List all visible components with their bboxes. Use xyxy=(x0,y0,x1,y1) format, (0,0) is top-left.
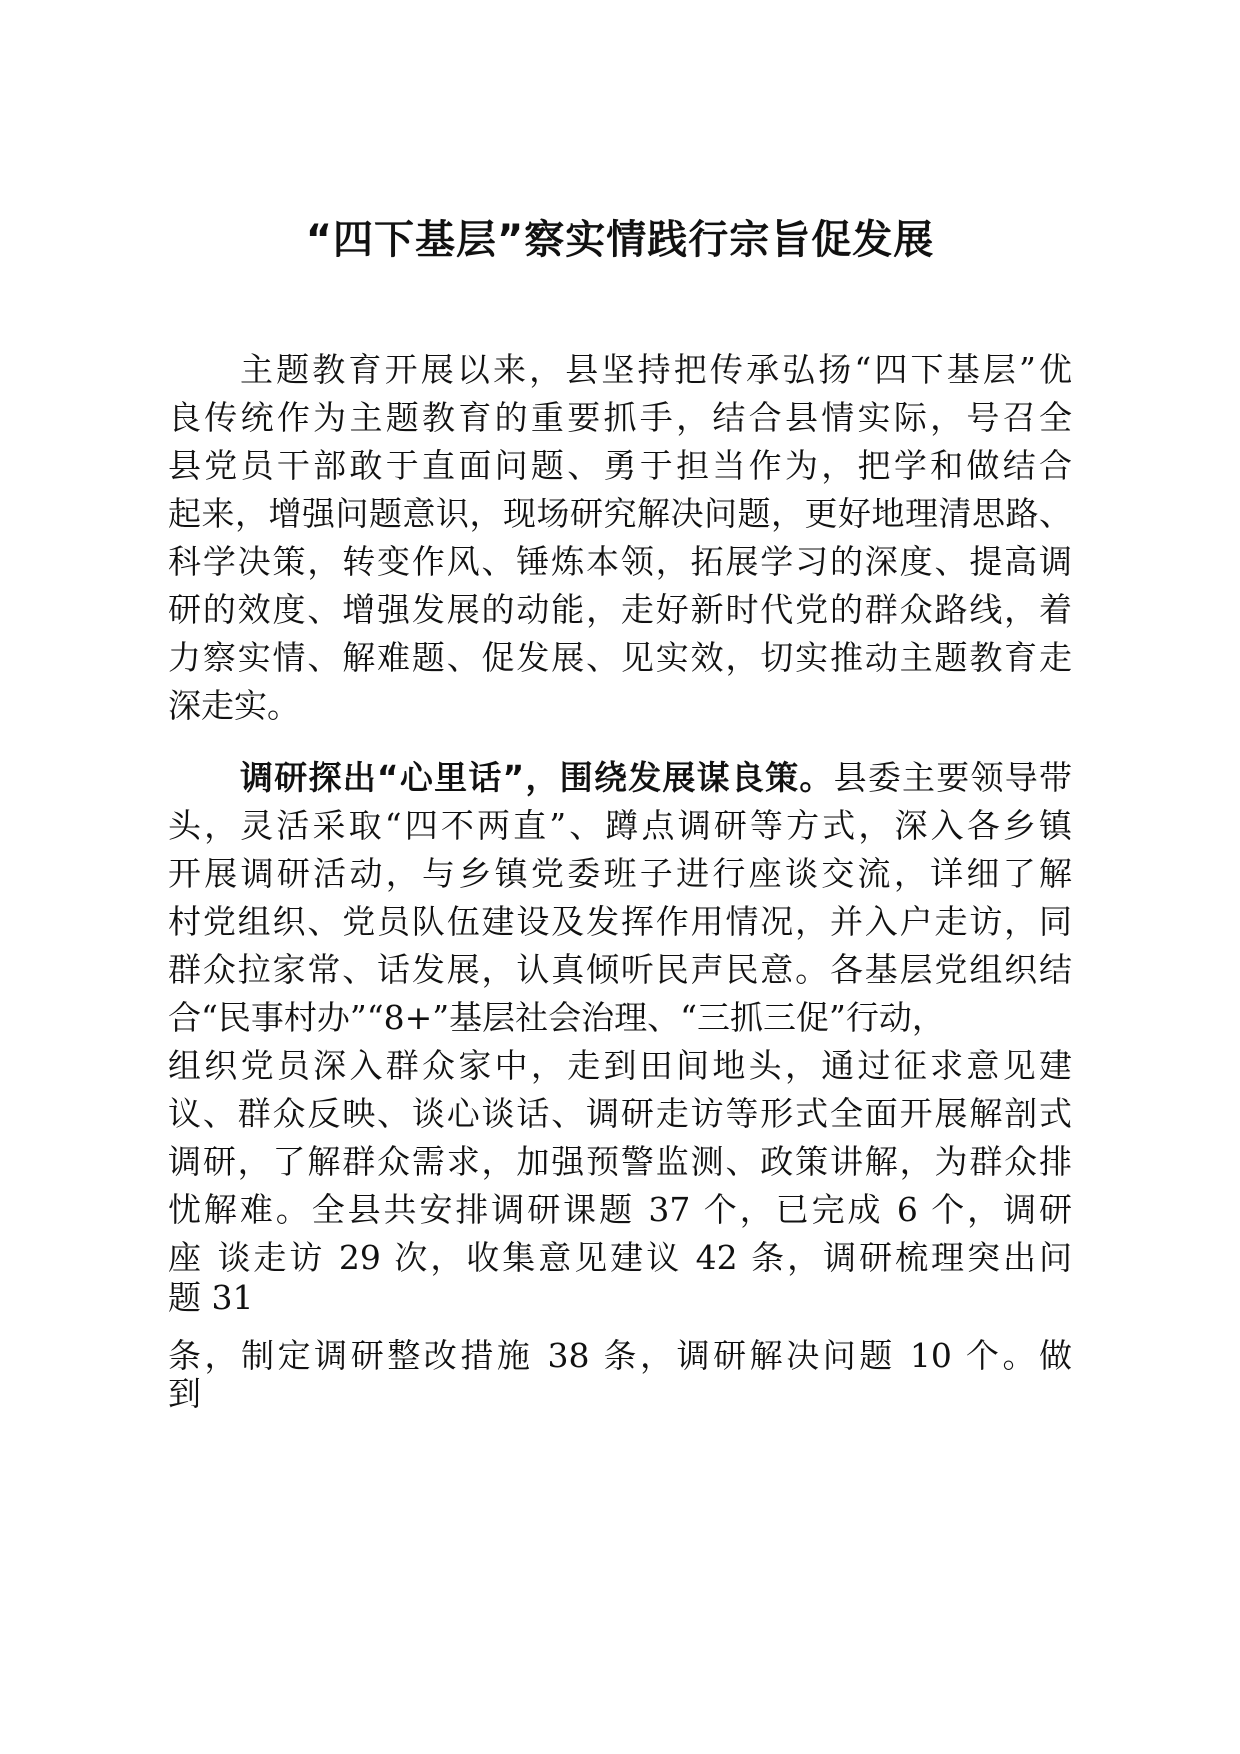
paragraph1-line-7: 力察实情、解难题、促发展、见实效，切实推动主题教育走 xyxy=(168,638,1072,677)
paragraph1-line-4: 起来，增强问题意识，现场研究解决问题，更好地理清思路、 xyxy=(168,494,1072,533)
paragraph2-line-4: 村党组织、党员队伍建设及发挥作用情况，并入户走访，同 xyxy=(168,902,1072,941)
paragraph2-line-2: 头，灵活采取“四不两直”、蹲点调研等方式，深入各乡镇 xyxy=(168,806,1072,845)
paragraph2-line-13: 条，制定调研整改措施 38 条，调研解决问题 10 个。做 xyxy=(168,1336,1072,1375)
paragraph2-line-14: 到 xyxy=(168,1374,201,1413)
paragraph2-line-12: 题 31 xyxy=(168,1278,254,1317)
paragraph1-line-1: 主题教育开展以来，县坚持把传承弘扬“四下基层”优 xyxy=(240,350,1072,389)
paragraph2-line-9: 调研，了解群众需求，加强预警监测、政策讲解，为群众排 xyxy=(168,1142,1072,1181)
paragraph2-line-10: 忧解难。全县共安排调研课题 37 个，已完成 6 个，调研 xyxy=(168,1190,1072,1229)
paragraph2-heading: 调研探出“心里话”，围绕发展谋良策。 xyxy=(240,758,834,797)
paragraph1-line-6: 研的效度、增强发展的动能，走好新时代党的群众路线，着 xyxy=(168,590,1072,629)
paragraph2-line-5: 群众拉家常、话发展，认真倾听民声民意。各基层党组织结 xyxy=(168,950,1072,989)
paragraph2-first-line-rest: 县委主要领导带 xyxy=(833,758,1072,797)
paragraph2-line-6: 合“民事村办”“8+”基层社会治理、“三抓三促”行动， xyxy=(168,998,945,1037)
paragraph2-line-8: 议、群众反映、谈心谈话、调研走访等形式全面开展解剖式 xyxy=(168,1094,1072,1133)
paragraph2-line-11: 座 谈走访 29 次，收集意见建议 42 条，调研梳理突出问 xyxy=(168,1238,1072,1277)
document-title: “四下基层”察实情践行宗旨促发展 xyxy=(305,217,935,263)
paragraph1-line-8: 深走实。 xyxy=(168,686,300,725)
paragraph2-line-7: 组织党员深入群众家中，走到田间地头，通过征求意见建 xyxy=(168,1046,1072,1085)
paragraph2-first-line xyxy=(240,754,1072,802)
paragraph1-line-5: 科学决策，转变作风、锤炼本领，拓展学习的深度、提高调 xyxy=(168,542,1072,581)
paragraph1-line-2: 良传统作为主题教育的重要抓手，结合县情实际，号召全 xyxy=(168,398,1072,437)
paragraph2-line-3: 开展调研活动，与乡镇党委班子进行座谈交流，详细了解 xyxy=(168,854,1072,893)
paragraph1-line-3: 县党员干部敢于直面问题、勇于担当作为，把学和做结合 xyxy=(168,446,1072,485)
